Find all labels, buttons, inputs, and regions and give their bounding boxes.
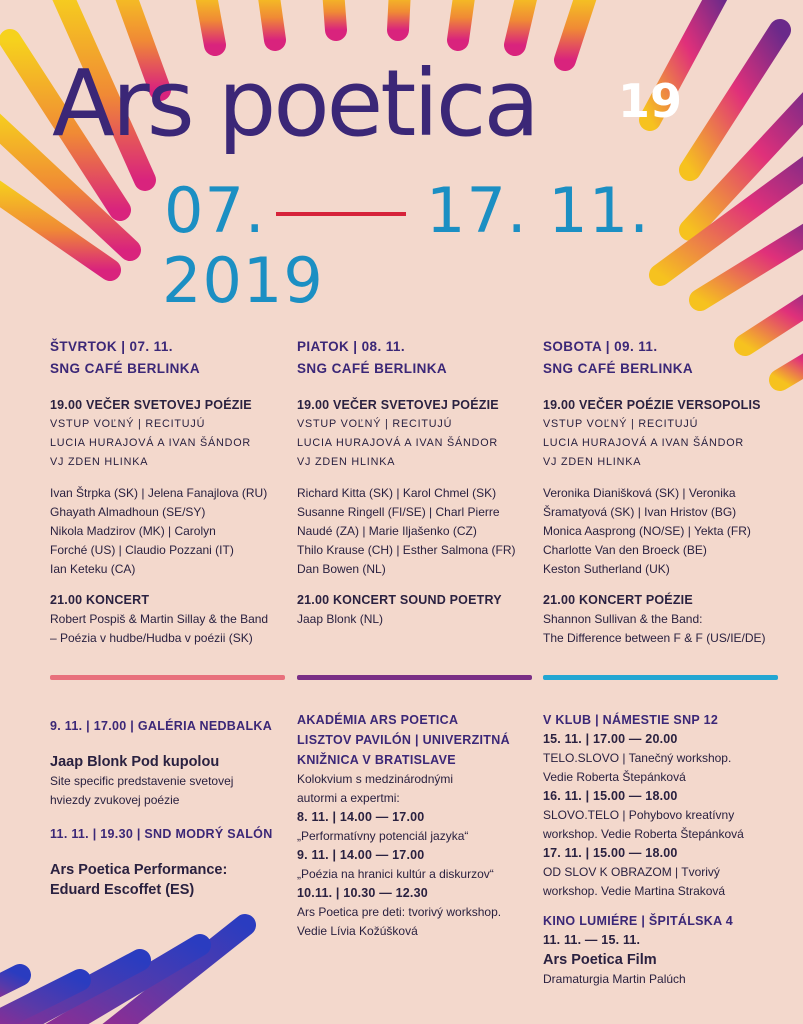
session-time: 10.11. | 10.30 — 12.30 [297,886,428,900]
poets-line: Richard Kitta (SK) | Karol Chmel (SK) [297,486,497,500]
event-desc: Site specific predstavenie svetovej [50,774,234,788]
day-column-friday [297,336,542,629]
concert-line: Jaap Blonk (NL) [297,612,384,626]
event-info-line: LUCIA HURAJOVÁ A IVAN ŠÁNDOR [50,437,251,449]
workshop-text: OD SLOV K OBRAZOM | Tvorivý [543,865,720,879]
day-heading: PIATOK | 08. 11. [297,339,405,354]
event-heading: 9. 11. | 17.00 | GALÉRIA NEDBALKA [50,719,273,733]
concert-line: – Poézia v hudbe/Hudba v poézii (SK) [50,631,253,645]
session-time: 8. 11. | 14.00 — 17.00 [297,810,425,824]
poets-line: Šramatyová (SK) | Ivan Hristov (BG) [543,505,737,519]
event-info-line: VJ ZDEN HLINKA [543,456,642,468]
workshop-text: Vedie Roberta Štepánková [543,770,686,784]
cinema-dates: 11. 11. — 15. 11. [543,933,641,947]
stripe [565,0,588,60]
workshop-time: 16. 11. | 15.00 — 18.00 [543,789,678,803]
event-title-big: Eduard Escoffet (ES) [50,882,195,898]
cinema-text: Dramaturgia Martin Palúch [543,972,686,986]
day-column-thursday [50,336,295,648]
date-end: 17. 11. [426,174,650,247]
academy-heading: AKADÉMIA ARS POETICA [297,713,459,727]
workshops-column [543,710,788,989]
event-title-big: Ars Poetica Performance: [50,862,228,878]
poets-line: Charlotte Van den Broeck (BE) [543,543,707,557]
event-info-line: VSTUP VOĽNÝ | RECITUJÚ [543,418,699,430]
event-info-line: LUCIA HURAJOVÁ A IVAN ŠÁNDOR [297,437,498,449]
date-range-dash [276,212,406,216]
cinema-heading: KINO LUMIÉRE | ŠPITÁLSKA 4 [543,914,734,928]
concert-title: 21.00 KONCERT SOUND POETRY [297,593,502,607]
stripe [268,0,275,40]
workshop-venue-heading: V KLUB | NÁMESTIE SNP 12 [543,713,719,727]
poets-line: Susanne Ringell (FI/SE) | Charl Pierre [297,505,500,519]
workshop-text: TELO.SLOVO | Tanečný workshop. [543,751,732,765]
event-title-big: Jaap Blonk Pod kupolou [50,754,220,770]
stripe [458,0,465,40]
academy-heading: LISZTOV PAVILÓN | UNIVERZITNÁ [297,733,510,747]
event-heading: 11. 11. | 19.30 | SND MODRÝ SALÓN [50,827,273,841]
academy-heading: KNIŽNICA V BRATISLAVE [297,753,456,767]
festival-title: Ars poetica [52,50,537,157]
stripe [0,975,20,995]
academy-intro: autormi a expertmi: [297,791,400,805]
venue-heading: SNG CAFÉ BERLINKA [543,361,694,376]
date-year: 2019 [162,244,324,317]
poets-line: Nikola Madzirov (MK) | Carolyn [50,524,216,538]
concert-title: 21.00 KONCERT POÉZIE [543,593,693,607]
festival-year-superscript: 19 [618,74,683,128]
cinema-title: Ars Poetica Film [543,952,657,968]
poets-line: Ghayath Almadhoun (SE/SY) [50,505,206,519]
day-column-saturday [543,336,788,648]
poets-line: Ivan Štrpka (SK) | Jelena Fanajlova (RU) [50,486,268,500]
session-text: „Performatívny potenciál jazyka“ [297,829,469,843]
stripe [205,0,215,45]
divider-pink [50,675,285,680]
divider-purple [297,675,532,680]
day-heading: ŠTVRTOK | 07. 11. [50,339,173,354]
session-text: Ars Poetica pre deti: tvorivý workshop. [297,905,502,919]
event-desc: hviezdy zvukovej poézie [50,793,180,807]
workshop-text: workshop. Vedie Martina Straková [543,884,726,898]
poets-line: Keston Sutherland (UK) [543,562,670,576]
poets-line: Forché (US) | Claudio Pozzani (IT) [50,543,234,557]
poets-line: Thilo Krause (CH) | Esther Salmona (FR) [297,543,516,557]
event-title: 19.00 VEČER SVETOVEJ POÉZIE [50,398,252,412]
poets-line: Dan Bowen (NL) [297,562,386,576]
event-title: 19.00 VEČER SVETOVEJ POÉZIE [297,398,499,412]
workshop-time: 15. 11. | 17.00 — 20.00 [543,732,678,746]
event-title: 19.00 VEČER POÉZIE VERSOPOLIS [543,398,761,412]
concert-line: The Difference between F & F (US/IE/DE) [543,631,766,645]
academy-column [297,710,542,941]
stripe [515,0,528,45]
stripe [333,0,336,30]
concert-title: 21.00 KONCERT [50,593,150,607]
event-info-line: VJ ZDEN HLINKA [297,456,396,468]
session-text: Vedie Lívia Kožúšková [297,924,418,938]
workshop-text: workshop. Vedie Roberta Štepánková [543,827,744,841]
concert-line: Robert Pospiš & Martin Sillay & the Band [50,612,269,626]
divider-blue [543,675,778,680]
venue-heading: SNG CAFÉ BERLINKA [50,361,201,376]
event-info-line: VSTUP VOĽNÝ | RECITUJÚ [297,418,453,430]
poets-line: Ian Keteku (CA) [50,562,136,576]
stripe [398,0,400,30]
workshop-text: SLOVO.TELO | Pohybovo kreatívny [543,808,735,822]
extra-events-left [50,710,295,900]
concert-line: Shannon Sullivan & the Band: [543,612,703,626]
poets-line: Veronika Dianišková (SK) | Veronika [543,486,736,500]
date-start: 07. [164,174,266,247]
day-heading: SOBOTA | 09. 11. [543,339,658,354]
workshop-time: 17. 11. | 15.00 — 18.00 [543,846,678,860]
event-info-line: VSTUP VOĽNÝ | RECITUJÚ [50,418,206,430]
venue-heading: SNG CAFÉ BERLINKA [297,361,448,376]
session-text: „Poézia na hranici kultúr a diskurzov“ [297,867,494,881]
poets-line: Naudé (ZA) | Marie Iljašenko (CZ) [297,524,477,538]
event-info-line: LUCIA HURAJOVÁ A IVAN ŠÁNDOR [543,437,744,449]
session-time: 9. 11. | 14.00 — 17.00 [297,848,425,862]
academy-intro: Kolokvium s medzinárodnými [297,772,454,786]
event-info-line: VJ ZDEN HLINKA [50,456,149,468]
poets-line: Monica Aasprong (NO/SE) | Yekta (FR) [543,524,751,538]
